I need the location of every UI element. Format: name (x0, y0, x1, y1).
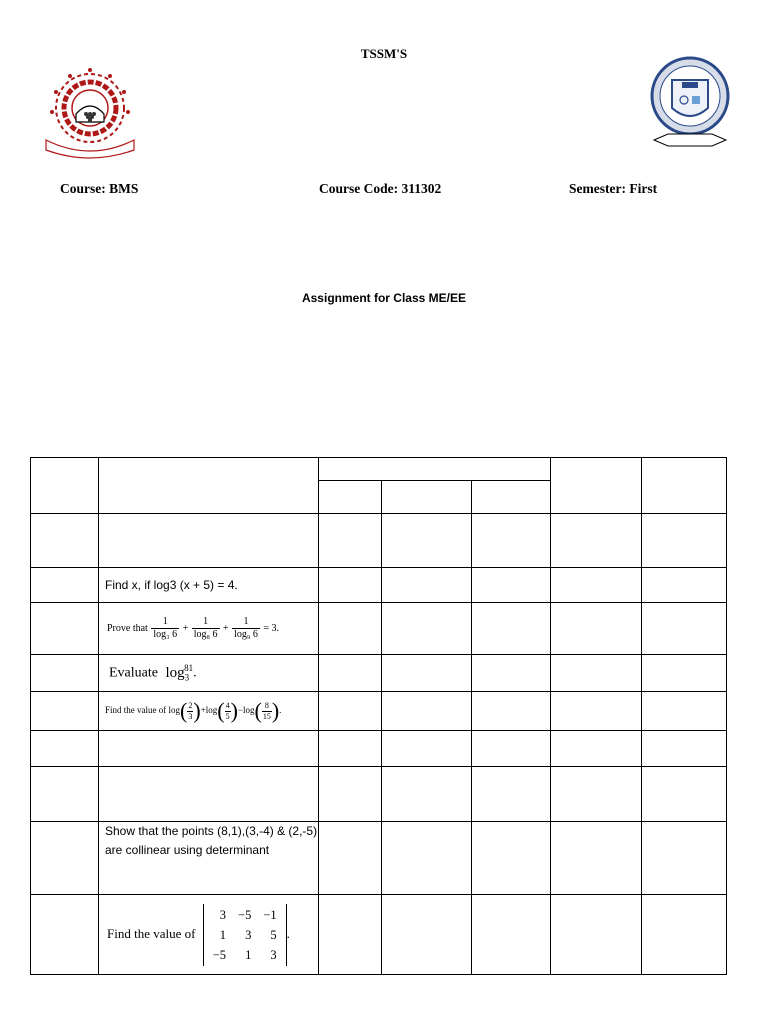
table-row (31, 895, 727, 975)
right-logo (648, 52, 732, 156)
header-cell (551, 458, 642, 514)
table-row (31, 692, 727, 731)
table-row (31, 603, 727, 655)
table-row (31, 822, 727, 895)
course-code-label: Course Code: 311302 (319, 181, 442, 196)
header-cell (99, 458, 319, 514)
question-3: Evaluate $\log_3^{81}$. (99, 655, 319, 692)
assignment-title: Assignment for Class ME/EE (301, 291, 467, 305)
left-logo (40, 62, 140, 166)
semester-label: Semester: First (569, 181, 658, 196)
table-row (31, 767, 727, 822)
header-cell (382, 481, 472, 514)
header-cell (31, 458, 99, 514)
question-2: Prove that $\frac{1}{\text{log₃ 6}}$ + $\frac{1}{\text{log₈ 6}}$ + $\frac{1}{\text{log₉ 6}}$ = 3. (99, 603, 319, 655)
table-row (31, 568, 727, 603)
question-6: Find the value of 3 −5 −1 1 3 5 −5 1 3 . (99, 895, 319, 975)
institution-title: TSSM'S (360, 46, 408, 61)
header-cell (472, 481, 551, 514)
header-cell (319, 481, 382, 514)
table-row (31, 731, 727, 767)
assignment-table (30, 457, 727, 975)
header-cell (642, 458, 727, 514)
table-header-row (31, 458, 727, 481)
table-row (31, 514, 727, 568)
table-row (31, 655, 727, 692)
course-label: Course: BMS (60, 181, 139, 196)
question-1: Find x, if log3 (x + 5) = 4. (99, 568, 319, 603)
header-cell (319, 458, 551, 481)
determinant-matrix: 3 −5 −1 1 3 5 −5 1 3 (203, 904, 287, 966)
question-4: Find the value of log( $\frac{2}{3}$ )+log( $\frac{4}{5}$ )−log( $\frac{8}{15}$ ). (99, 692, 319, 731)
question-5: Show that the points (8,1),(3,-4) & (2,-5) are collinear using determinant (99, 822, 319, 895)
